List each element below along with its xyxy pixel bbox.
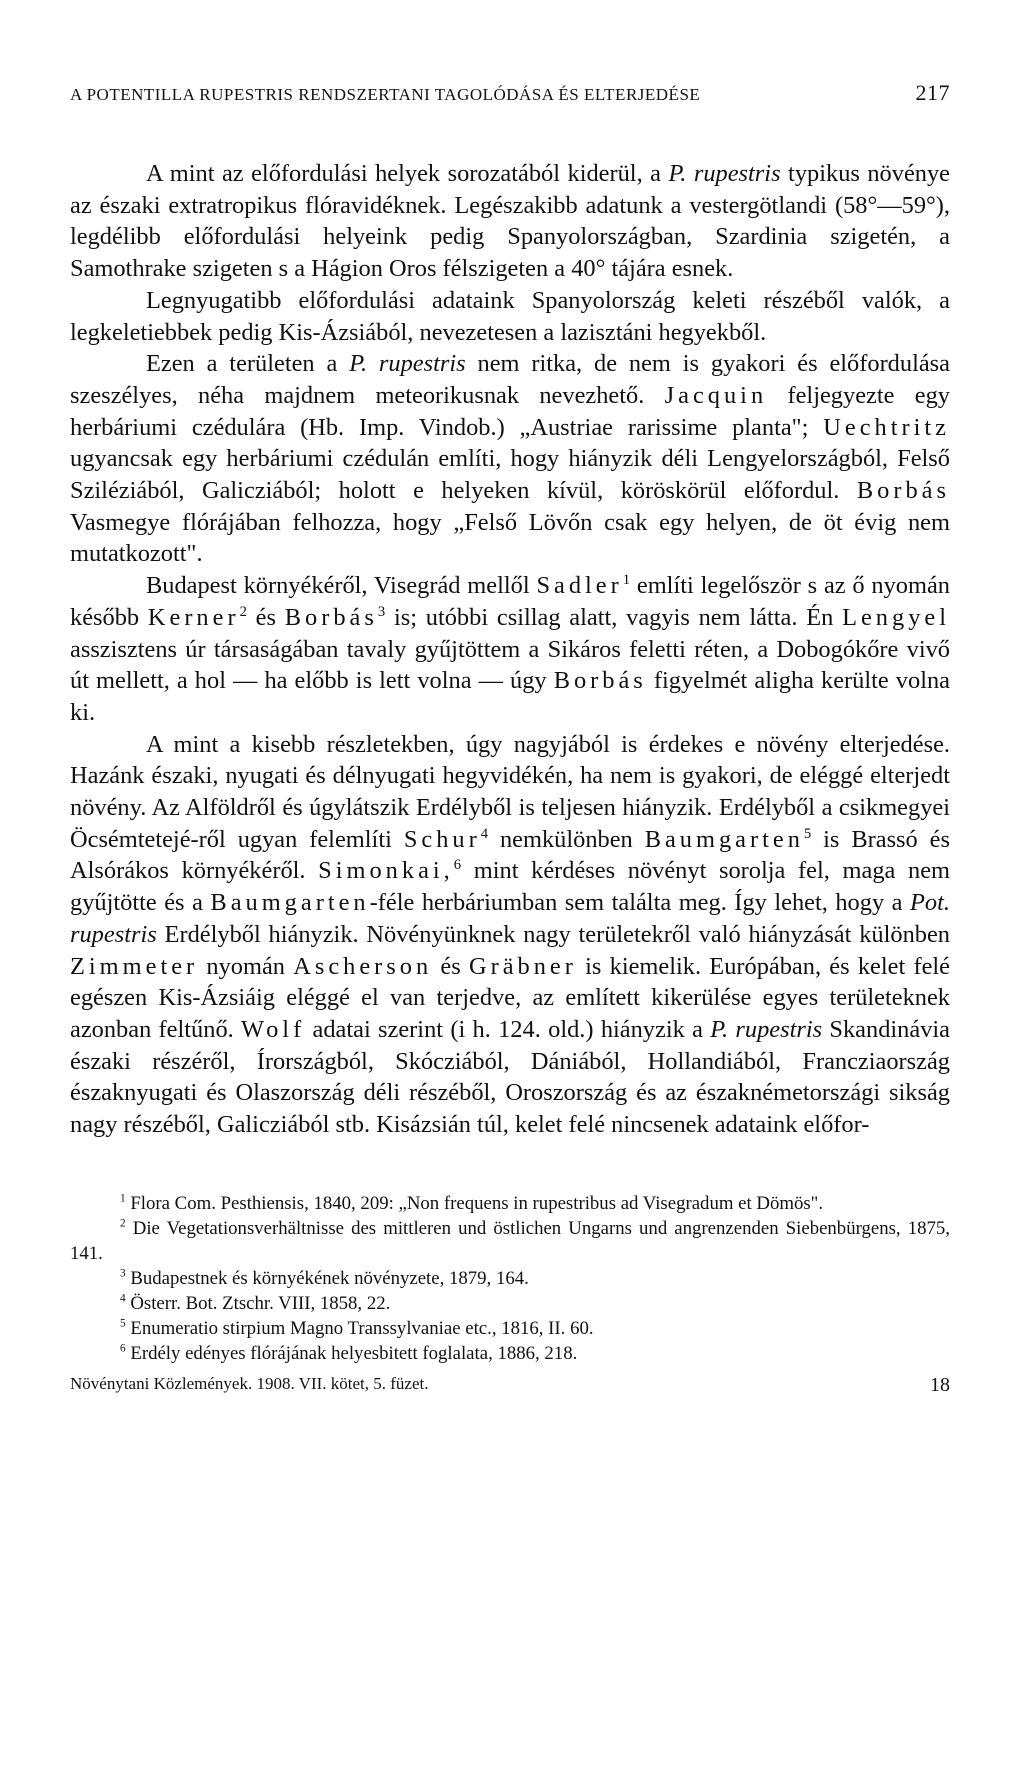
species-name: P. rupestris	[349, 350, 466, 378]
footnote-number: 1	[120, 1192, 126, 1205]
text-run: Vasmegye flórájában felhozza, hogy „Felső Lövőn csak egy helyen, de öt évig nem mutatkozott".	[70, 508, 950, 568]
text-run: is Brassó és Alsórákos környékéről.	[70, 825, 951, 885]
footnote-number: 3	[120, 1267, 126, 1280]
author-name: Uechtritz	[823, 413, 950, 441]
author-name: Ascherson	[293, 952, 433, 980]
paragraph-5	[70, 729, 950, 1141]
text-run: Erdélyből hiányzik. Növényünknek nagy területekről való hiányzását különben	[156, 920, 950, 948]
footnote	[70, 1291, 950, 1316]
paragraph-3	[70, 348, 950, 570]
footnote-number: 6	[120, 1342, 126, 1355]
author-name: Wolf	[241, 1015, 306, 1043]
text-run: Skandinávia északi részéről, Írországból, Skócziából, Dániából, Hollandiából, Francziaország északnyugati és Olaszország déli részéből, Oroszország és az északnémetországi sikság nagy részéből, Galicziából stb. Kisázsián túl, kelet felé nincsenek adataink előfor-	[70, 1015, 950, 1139]
footnote-ref: 1	[622, 572, 631, 589]
footnote-text: Flora Com. Pesthiensis, 1840, 209: „Non frequens in rupestribus ad Visegradum et Dömös".	[130, 1192, 824, 1214]
text-run: figyelmét aligha kerülte volna ki.	[70, 667, 950, 726]
text-run: és	[246, 603, 285, 631]
author-name: Jacquin	[664, 381, 768, 409]
footnote-ref: 5	[803, 825, 812, 842]
author-name: Simonkai,	[318, 857, 454, 885]
page-number: 217	[915, 80, 950, 105]
author-name: Baumgarten	[644, 825, 804, 853]
species-name: P. rupestris	[710, 1015, 823, 1043]
text-run: nyomán	[198, 952, 294, 980]
author-name: Gräbner	[468, 952, 577, 980]
footnote-ref: 4	[480, 825, 489, 842]
text-run: asszisztens úr társaságában tavaly gyűjtöttem a Sikáros feletti réten, a Dobogókőre vivő út mellett, a hol — ha előbb is lett volna — úgy	[70, 635, 950, 695]
footnote-ref: 2	[239, 603, 247, 620]
text-run: Budapest környékéről, Visegrád mellől	[146, 572, 537, 600]
author-name: Borbás	[284, 603, 378, 631]
text-run: és	[432, 952, 469, 980]
author-name: Borbás	[553, 667, 647, 695]
footnote	[70, 1266, 950, 1291]
footnote-text: Budapestnek és környékének növényzete, 1879, 164.	[130, 1267, 529, 1289]
text-run: említi legelőször s az ő nyomán később	[70, 572, 950, 631]
text-run: -féle herbáriumban sem találta meg. Így lehet, hogy a	[369, 889, 911, 917]
text-run: nemkülönben	[488, 825, 645, 853]
footnote	[70, 1316, 950, 1341]
footnote-number: 5	[120, 1317, 126, 1330]
footnote-text: Österr. Bot. Ztschr. VIII, 1858, 22.	[130, 1292, 391, 1314]
paragraph-2: Legnyugatibb előfordulási adataink Spanyolország keleti részéből valók, a legkeletiebbek pedig Kis-Ázsiából, nevezetesen a lazisztáni hegyekből.	[70, 286, 950, 346]
footnotes	[70, 1191, 950, 1366]
footnote-text: Die Vegetationsverhältnisse des mittleren und östlichen Ungarns und angrenzenden Siebenbürgens, 1875, 141.	[70, 1217, 950, 1264]
text-run: A mint az előfordulási helyek sorozatából kiderül, a	[146, 160, 669, 187]
author-name: Kerner	[147, 603, 240, 631]
text-run: feljegyezte egy herbáriumi czédulára (Hb. Imp. Vindob.) „Austriae rarissime planta";	[70, 381, 950, 441]
footnote-ref: 3	[377, 603, 386, 620]
species-name: P. rupestris	[668, 160, 781, 187]
footnote	[70, 1216, 950, 1266]
page-footer	[70, 1374, 950, 1397]
footnote-text: Enumeratio stirpium Magno Transsylvaniae etc., 1816, II. 60.	[130, 1317, 594, 1339]
signature-mark: 18	[930, 1373, 950, 1396]
footnote	[70, 1341, 950, 1366]
text-run: typikus növénye az északi extratropikus flóravidéknek. Legészakibb adatunk a vestergötlandi (58°—59°), legdélibb előfordulási helyeink pedig Spanyolországban, Szardinia szigetén, a Samothrake szigeten s a Hágion Oros félszigeten a 40° tájára esnek.	[70, 160, 950, 283]
paragraph-4	[70, 570, 950, 729]
text-run: A mint a kisebb részletekben, úgy nagyjából is érdekes e növény elterjedése. Hazánk északi, nyugati és délnyugati hegyvidékén, ha nem is gyakori, de eléggé elterjedt növény. Az Alföldről és úgylátszik Erdélyből is teljesen hiányzik. Erdélyből a csikmegyei Öcsémtetejé-ről ugyan felemlíti	[70, 730, 950, 853]
text-run: mint kérdéses növényt sorolja fel, maga nem gyűjtötte és a	[70, 857, 950, 917]
document-page	[70, 60, 950, 1397]
author-name: Lengyel	[842, 603, 950, 631]
running-title: A POTENTILLA RUPESTRIS RENDSZERTANI TAGOLÓDÁSA ÉS ELTERJEDÉSE	[70, 85, 701, 104]
author-name: Zimmeter	[70, 952, 199, 980]
journal-citation: Növénytani Közlemények. 1908. VII. kötet, 5. füzet.	[70, 1373, 429, 1393]
text-run: nem ritka, de nem is gyakori és előfordulása szeszélyes, néha majdnem meteorikusnak nevezhető.	[70, 350, 950, 409]
author-name: Schur	[403, 825, 481, 853]
species-name: Pot. rupestris	[70, 889, 950, 948]
paragraph-1	[70, 158, 950, 285]
text-run: adatai szerint (i h. 124. old.) hiányzik a	[305, 1015, 711, 1043]
footnote-ref: 6	[453, 857, 462, 874]
author-name: Baumgarten	[210, 889, 370, 917]
footnote-text: Erdély edényes flórájának helyesbitett foglalata, 1886, 218.	[130, 1342, 578, 1364]
author-name: Sadler	[536, 572, 623, 600]
text-run: Ezen a területen a	[146, 350, 350, 378]
running-header	[70, 80, 950, 106]
text-run: is; utóbbi csillag alatt, vagyis nem látta. Én	[385, 603, 843, 631]
footnote-number: 2	[120, 1217, 126, 1230]
footnote	[70, 1191, 950, 1216]
body-text	[70, 158, 950, 1141]
text-run: ugyancsak egy herbáriumi czédulán említi, hogy hiányzik déli Lengyelországból, Felső Sziléziából, Galicziából; holott e helyeken kívül, köröskörül előfordul.	[70, 445, 950, 505]
author-name: Borbás	[856, 477, 950, 505]
footnote-number: 4	[120, 1292, 126, 1305]
text-run: is kiemelik. Európában, és kelet felé egészen Kis-Ázsiáig eléggé el van terjedve, az említett kikerülése egyes területeknek azonban feltűnő.	[70, 952, 951, 1043]
